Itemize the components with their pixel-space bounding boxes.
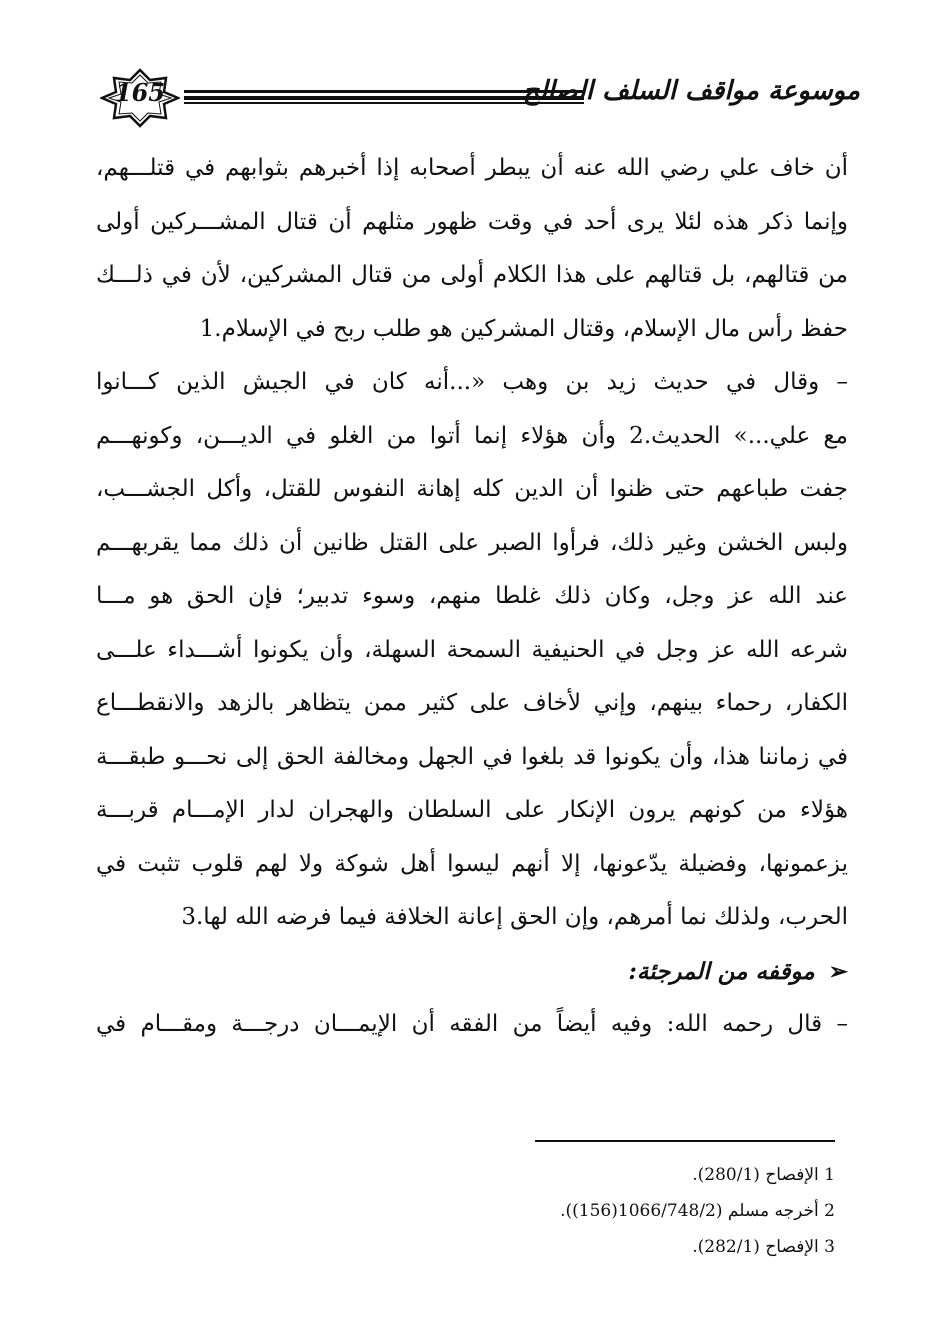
arrow-bullet-icon: ➢ xyxy=(828,957,848,985)
section-heading-text: موقفه من المرجئة: xyxy=(628,957,815,985)
footnotes xyxy=(300,1157,835,1265)
text-line: وإنما ذكر هذه لئلا يرى أحد في وقت ظهور مثلهم أن قتال المشـــركين أولى xyxy=(96,208,848,235)
text-line: الكفار، رحماء بينهم، وإني لأخاف على كثير ممن يتظاهر بالزهد والانقطـــاع xyxy=(96,690,848,716)
footnote: 1 الإفصاح (280/1). xyxy=(692,1165,835,1185)
text-line: أن خاف علي رضي الله عنه أن يبطر أصحابه إذا أخبرهم بثوابهم في قتلـــهم، xyxy=(96,155,848,181)
page-number-badge xyxy=(100,68,180,128)
text-line: – قال رحمه الله: وفيه أيضاً من الفقه أن الإيمـــان درجـــة ومقـــام في xyxy=(96,1011,848,1037)
text-line: حفظ رأس مال الإسلام، وقتال المشركين هو طلب ربح في الإسلام.1 xyxy=(199,315,848,342)
text-line: – وقال في حديث زيد بن وهب «...أنه كان في الجيش الذين كـــانوا xyxy=(96,369,848,395)
text-line: شرعه الله عز وجل في الحنيفية السمحة السهلة، وأن يكونوا أشـــداء علـــى xyxy=(96,636,848,663)
text-line: في زماننا هذا، وأن يكونوا قد بلغوا في الجهل ومخالفة الحق إلى نحـــو طبقـــة xyxy=(96,743,848,770)
text-line: هؤلاء من كونهم يرون الإنكار على السلطان والهجران لدار الإمـــام قربـــة xyxy=(96,797,848,823)
text-line: جفت طباعهم حتى ظنوا أن الدين كله إهانة النفوس للقتل، وأكل الجشـــب، xyxy=(96,476,848,502)
body-text xyxy=(96,142,848,1052)
page-header xyxy=(100,68,860,128)
text-line: من قتالهم، بل قتالهم على هذا الكلام أولى من قتال المشركين، لأن في ذلـــك xyxy=(96,262,848,288)
text-line: يزعمونها، وفضيلة يدّعونها، إلا أنهم ليسوا أهل شوكة ولا لهم قلوب تثبت في xyxy=(96,850,848,877)
page-number: 165 xyxy=(114,78,166,107)
book-title: موسوعة مواقف السلف الصالح xyxy=(522,76,860,106)
section-heading xyxy=(96,945,848,999)
footnote: 3 الإفصاح (282/1). xyxy=(692,1237,835,1257)
footnote-separator xyxy=(535,1140,835,1142)
text-line: مع علي...» الحديث.2 وأن هؤلاء إنما أتوا من الغلو في الديـــن، وكونهـــم xyxy=(96,422,848,449)
text-line: ولبس الخشن وغير ذلك، فرأوا الصبر على القتل ظانين أن ذلك مما يقربهـــم xyxy=(96,529,848,556)
text-line: الحرب، ولذلك نما أمرهم، وإن الحق إعانة الخلافة فيما فرضه الله لها.3 xyxy=(181,904,848,930)
text-line: عند الله عز وجل، وكان ذلك غلطا منهم، وسوء تدبير؛ فإن الحق هو مـــا xyxy=(96,583,848,609)
footnote: 2 أخرجه مسلم (1066/748/2(156)). xyxy=(560,1201,835,1221)
